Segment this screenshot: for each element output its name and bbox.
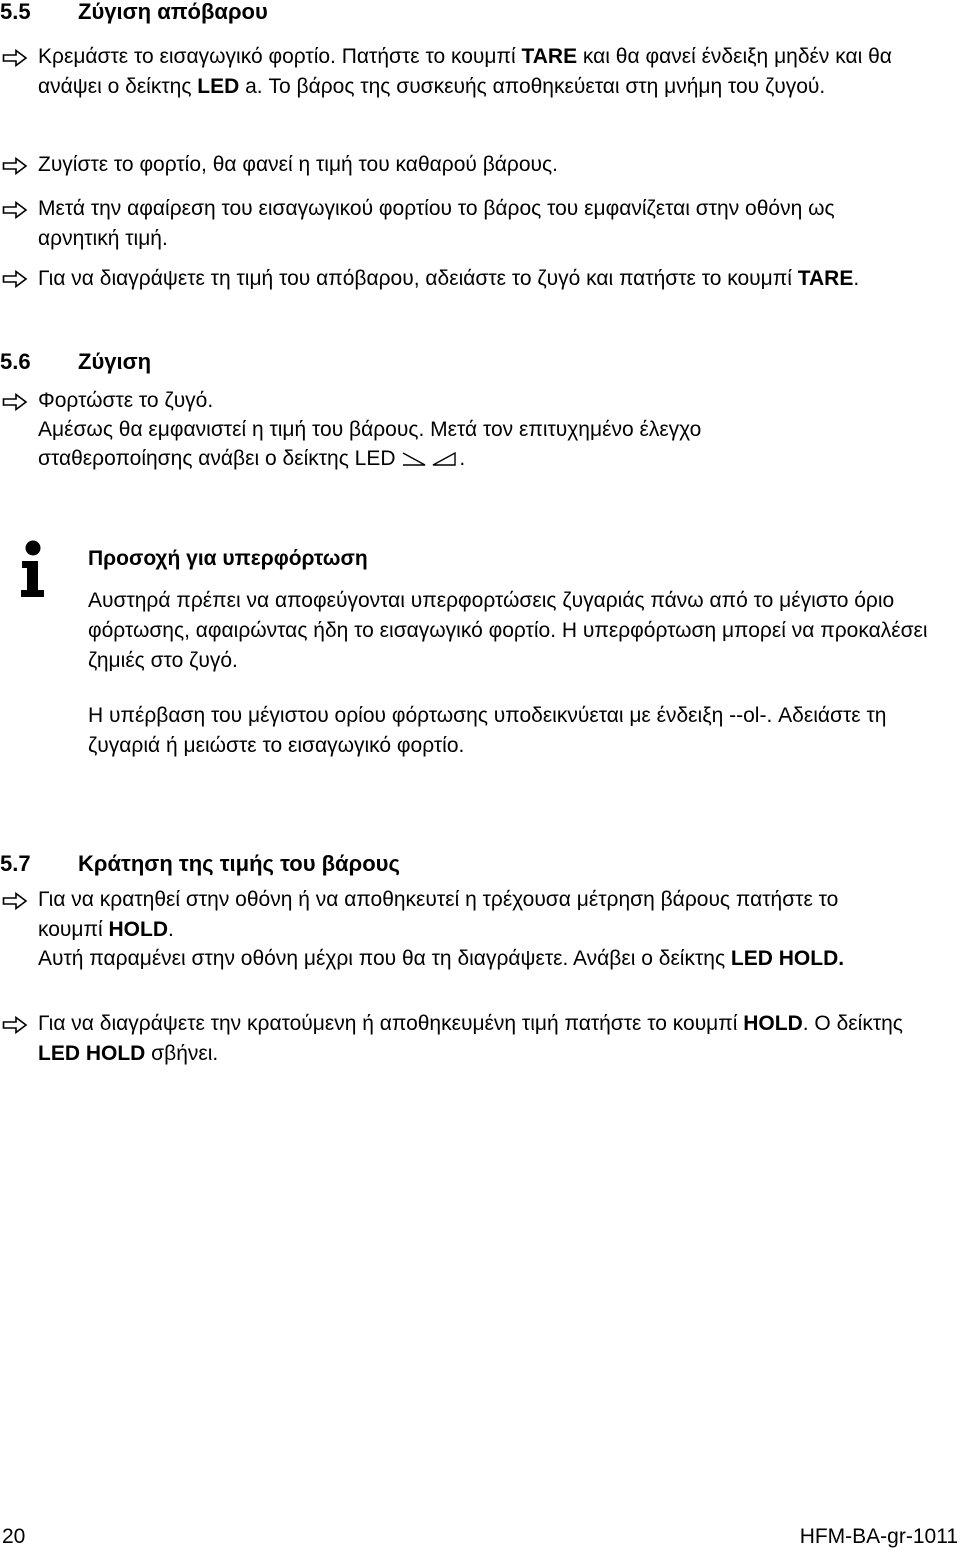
arrow-bullet-icon <box>2 393 28 411</box>
section-number: 5.5 <box>0 0 31 24</box>
section-5-7-heading <box>0 849 400 879</box>
arrow-bullet-icon <box>2 270 28 288</box>
overload-warning-title: Προσοχή για υπερφόρτωση <box>88 547 368 570</box>
led-label: LED <box>197 75 240 98</box>
tare-bullet-2: Ζυγίστε το φορτίο, θα φανεί η τιμή του καθαρού βάρους. <box>38 153 558 176</box>
led-hold-label: LED HOLD <box>38 1042 146 1065</box>
hold-key-label: HOLD <box>743 1012 803 1035</box>
tare-bullet-4: Για να διαγράψετε τη τιμή του απόβαρου, αδειάστε το ζυγό και πατήστε το κουμπί TARE. <box>38 267 860 290</box>
section-number: 5.7 <box>0 851 31 876</box>
section-title: Κράτηση της τιμής του βάρους <box>78 851 400 876</box>
tare-key-label: TARE <box>797 267 854 290</box>
section-5-5-heading <box>0 0 268 27</box>
tare-key-label: TARE <box>521 45 578 68</box>
arrow-bullet-icon <box>2 1016 28 1034</box>
weighing-text-line-2: Αμέσως θα εμφανιστεί η τιμή του βάρους. Μετά τον επιτυχημένο έλεγχο <box>38 418 702 441</box>
led-hold-label: LED HOLD. <box>730 947 845 970</box>
tare-bullet-1: Κρεμάστε το εισαγωγικό φορτίο. Πατήστε το κουμπί TARE και θα φανεί ένδειξη μηδέν και θα ανάψει ο δείκτης LED a. Το βάρος της συσκευής αποθηκεύεται στη μνήμη του ζυγού. <box>38 45 892 98</box>
hold-bullet-1-line-2: Αυτή παραμένει στην οθόνη μέχρι που θα τη διαγράψετε. Ανάβει ο δείκτης LED HOLD. <box>38 947 845 970</box>
hold-bullet-1: Για να κρατηθεί στην οθόνη ή να αποθηκευτεί η τρέχουσα μέτρηση βάρους πατήστε το κουμπί HOLD. <box>38 888 839 941</box>
weighing-text-line-3: σταθεροποίησης ανάβει ο δείκτης LED . <box>38 447 466 470</box>
arrow-bullet-icon <box>2 201 28 219</box>
tare-bullet-3: Μετά την αφαίρεση του εισαγωγικού φορτίου το βάρος του εμφανίζεται στην οθόνη ως αρνητική τιμή. <box>38 197 835 250</box>
section-number: 5.6 <box>0 349 31 374</box>
weighing-bullet-1: Φορτώστε το ζυγό. <box>38 389 214 412</box>
overload-warning-paragraph-1: Αυστηρά πρέπει να αποφεύγονται υπερφορτώσεις ζυγαριάς πάνω από το μέγιστο όριο φόρτωσης, αφαιρώντας ήδη το εισαγωγικό φορτίο. Η υπερφόρτωση μπορεί να προκαλέσει ζημιές στο ζυγό. <box>88 589 928 672</box>
hold-key-label: HOLD <box>108 918 168 941</box>
arrow-bullet-icon <box>2 892 28 910</box>
section-5-6-heading <box>0 347 151 377</box>
section-title: Ζύγιση <box>78 349 152 374</box>
document-code: HFM-BA-gr-1011 <box>799 1525 958 1548</box>
section-title: Ζύγιση απόβαρου <box>78 0 268 24</box>
overload-display-code: --ol- <box>729 704 767 727</box>
hold-bullet-2: Για να διαγράψετε την κρατούμενη ή αποθηκευμένη τιμή πατήστε το κουμπί HOLD. Ο δείκτης LED HOLD σβήνει. <box>38 1012 903 1065</box>
page-number: 20 <box>2 1525 26 1548</box>
arrow-bullet-icon <box>2 49 28 67</box>
stability-indicator-icon <box>401 448 459 468</box>
info-icon <box>18 540 48 598</box>
arrow-bullet-icon <box>2 157 28 175</box>
overload-warning-paragraph-2: Η υπέρβαση του μέγιστου ορίου φόρτωσης υποδεικνύεται με ένδειξη --ol-. Αδειάστε τη ζυγαριά ή μειώστε το εισαγωγικό φορτίο. <box>88 704 887 757</box>
